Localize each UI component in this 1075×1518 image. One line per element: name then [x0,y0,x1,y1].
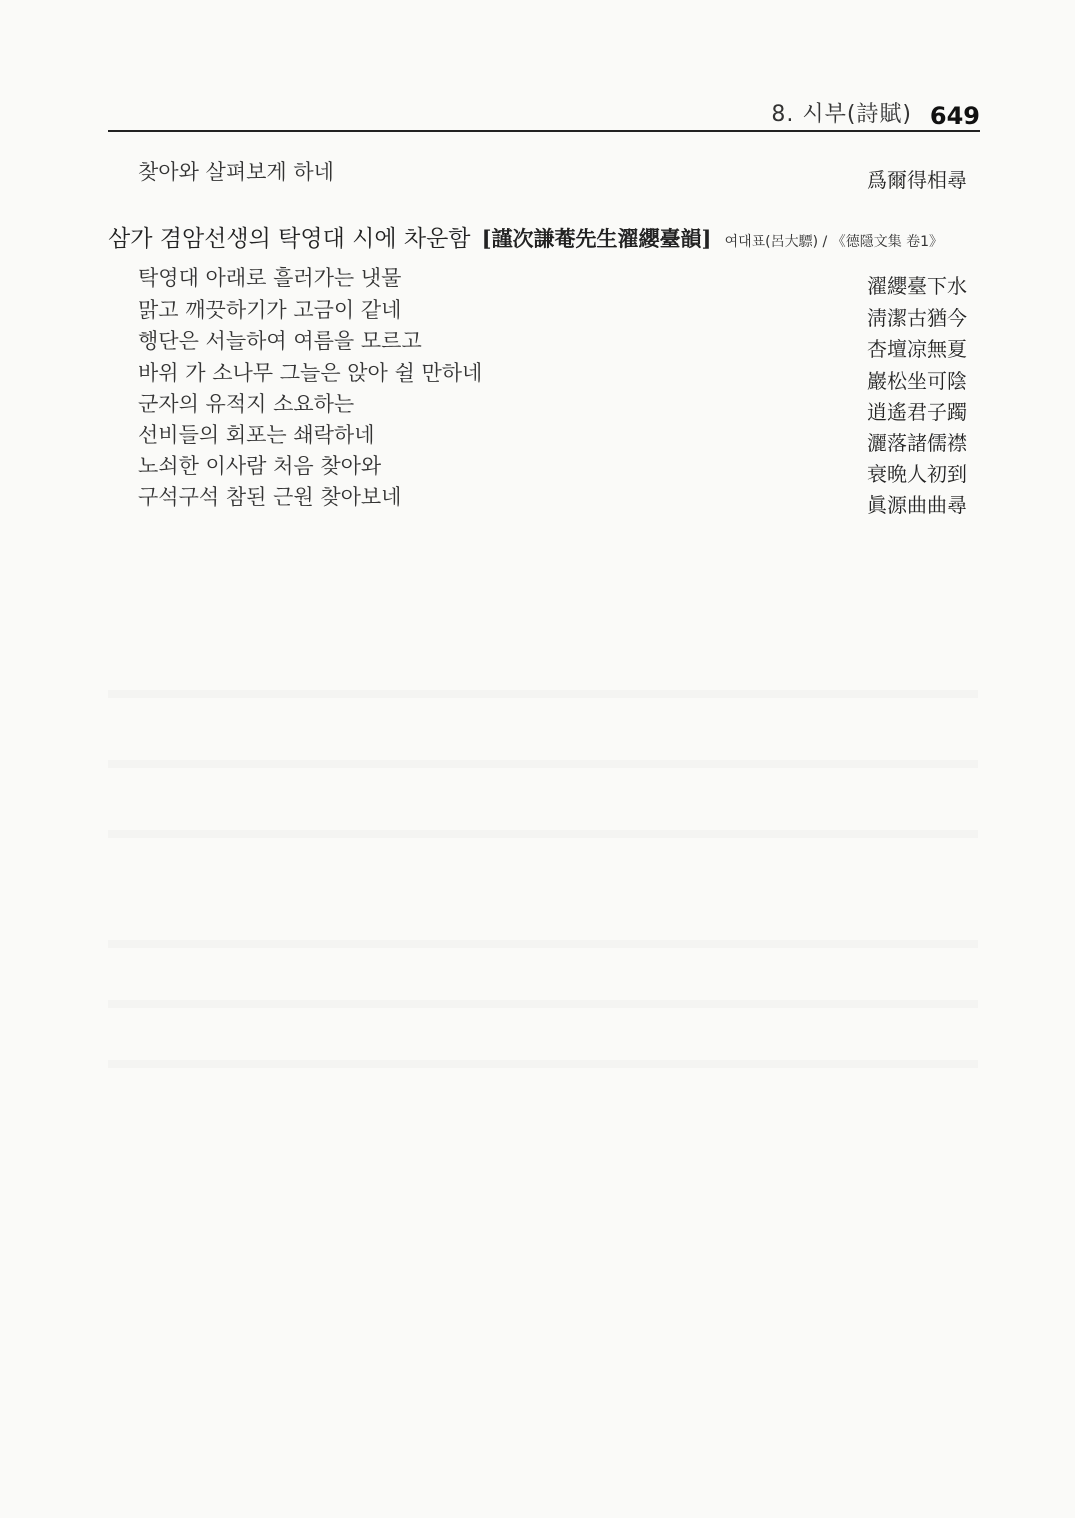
page-number: 649 [929,102,980,130]
poem-line-korean: 행단은 서늘하여 여름을 모르고 [138,329,422,353]
poem-source: 여대표(呂大驃) / 《德隱文集 卷1》 [724,234,944,250]
poem-line-hanja: 灑落諸儒襟 [867,431,967,455]
poem-line-korean: 바위 가 소나무 그늘은 앉아 쉴 만하네 [138,361,483,385]
poem-title-hanja: [謹次謙菴先生濯纓臺韻] [481,226,712,251]
poem-title [108,220,943,253]
poem-line-hanja: 濯纓臺下水 [867,274,967,298]
poem-line-hanja: 衰晩人初到 [867,462,967,486]
section-title: 8. 시부(詩賦) [771,102,912,127]
bleed-through-shadow [108,1000,978,1008]
previous-poem-hanja-line: 爲爾得相尋 [867,168,967,192]
poem-line-korean: 탁영대 아래로 흘러가는 냇물 [138,266,402,290]
poem-line-korean: 노쇠한 이사람 처음 찾아와 [138,454,382,478]
poem-line-hanja: 眞源曲曲尋 [867,493,967,517]
poem-line-hanja: 淸潔古猶今 [867,306,967,330]
bleed-through-shadow [108,690,978,698]
bleed-through-shadow [108,830,978,838]
poem-line-korean: 구석구석 참된 근원 찾아보네 [138,485,402,509]
poem-line-hanja: 杏壇凉無夏 [867,337,967,361]
poem-line-hanja: 逍遙君子躅 [867,400,967,424]
poem-title-korean: 삼가 겸암선생의 탁영대 시에 차운함 [108,226,471,252]
page-header [108,96,980,132]
poem-line-hanja: 巖松坐可陰 [867,369,967,393]
previous-poem-korean-line: 찾아와 살펴보게 하네 [138,160,334,184]
bleed-through-shadow [108,760,978,768]
bleed-through-shadow [108,1060,978,1068]
poem-line-korean: 군자의 유적지 소요하는 [138,392,355,416]
poem-line-korean: 맑고 깨끗하기가 고금이 같네 [138,298,402,322]
bleed-through-shadow [108,940,978,948]
poem-line-korean: 선비들의 회포는 쇄락하네 [138,423,375,447]
